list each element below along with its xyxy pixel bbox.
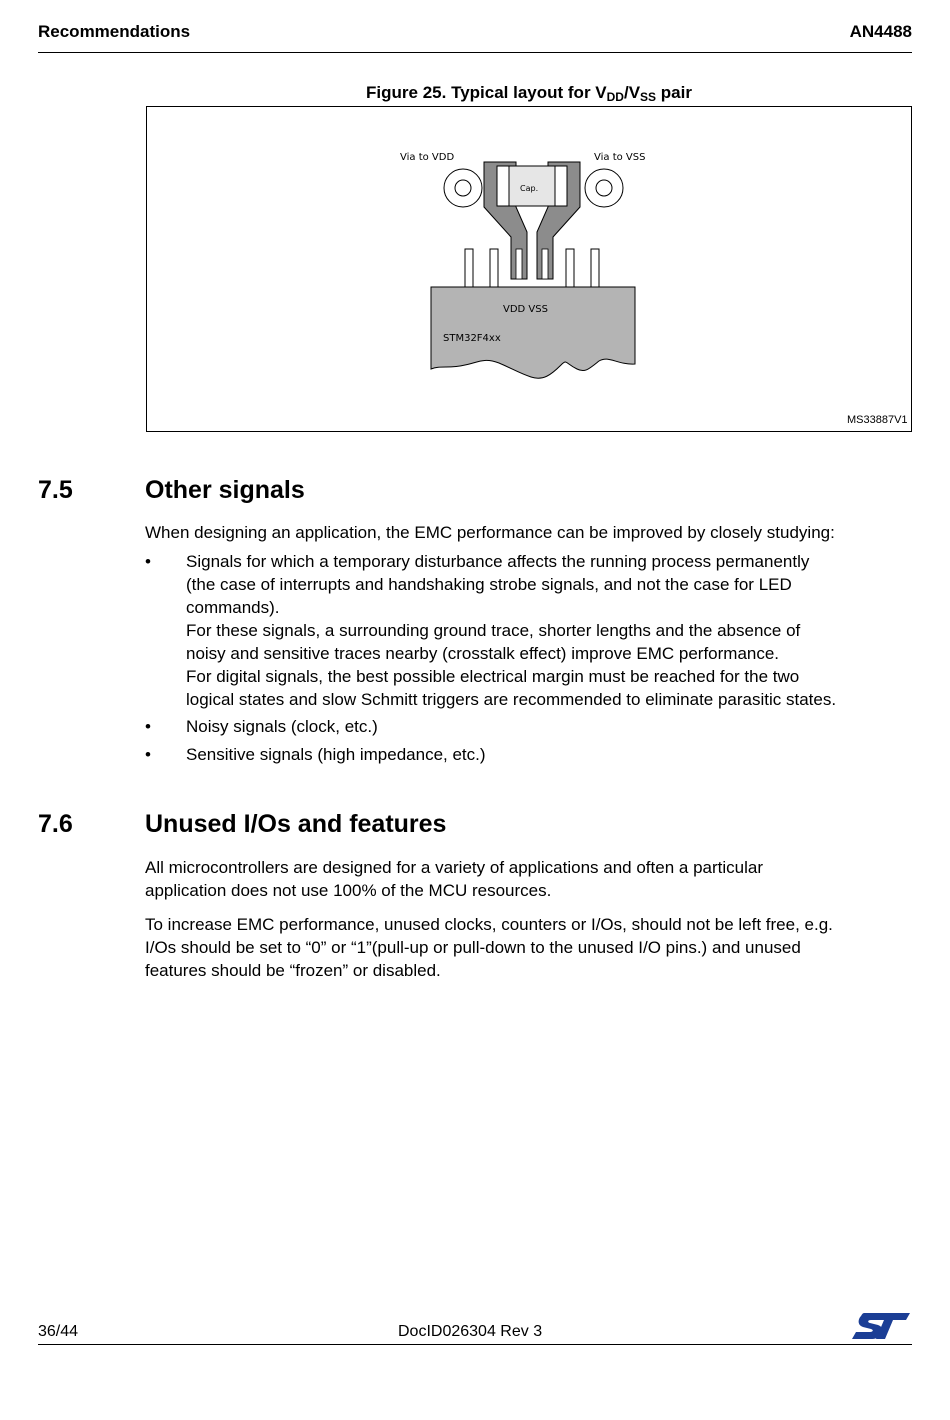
header-rule <box>38 52 912 53</box>
footer-rule <box>38 1344 912 1345</box>
bullet-line: Signals for which a temporary disturbance affects the running process permanently <box>186 552 810 571</box>
figure-caption-sub-ss: SS <box>640 90 657 104</box>
label-vdd-vss: VDD VSS <box>503 304 548 315</box>
section-title: Other signals <box>145 476 305 504</box>
running-header-doc-code: AN4488 <box>849 22 912 41</box>
page-number: 36/44 <box>38 1323 79 1340</box>
label-cap: Cap. <box>520 184 539 193</box>
label-via-vdd: Via to VDD <box>400 152 455 163</box>
bullet-line: For digital signals, the best possible electrical margin must be reached for the two <box>186 667 800 686</box>
figure-caption <box>146 83 912 104</box>
bullet-item <box>145 743 915 766</box>
figure-caption-prefix: Figure 25. Typical layout for V <box>366 83 607 102</box>
bullet-item <box>145 715 915 738</box>
paragraph-line: features should be “frozen” or disabled. <box>145 961 441 980</box>
figure-caption-suffix: pair <box>656 83 692 102</box>
bullet-line: Sensitive signals (high impedance, etc.) <box>186 745 486 764</box>
section-number: 7.6 <box>38 810 73 838</box>
pin-row <box>465 249 599 287</box>
figure-reference: MS33887V1 <box>847 414 908 426</box>
paragraph-line: All microcontrollers are designed for a variety of applications and often a particular <box>145 858 763 877</box>
via-vss-inner <box>596 180 612 196</box>
section-number: 7.5 <box>38 476 73 504</box>
bullet-dot: • <box>145 745 151 764</box>
paragraph <box>145 856 915 902</box>
cap-pad-left <box>497 166 509 206</box>
bullet-item <box>145 550 915 711</box>
running-header-section: Recommendations <box>38 22 191 41</box>
section-title: Unused I/Os and features <box>145 810 447 838</box>
label-chip: STM32F4xx <box>443 333 501 344</box>
pcb-layout-diagram <box>147 107 913 433</box>
vss-pin <box>542 249 548 279</box>
section-intro: When designing an application, the EMC performance can be improved by closely studying: <box>145 523 835 542</box>
label-via-vss: Via to VSS <box>594 152 646 163</box>
bullet-line: (the case of interrupts and handshaking strobe signals, and not the case for LED <box>186 575 792 594</box>
vdd-pin <box>516 249 522 279</box>
st-logo-icon <box>850 1311 912 1341</box>
bullet-dot: • <box>145 717 151 736</box>
cap-pad-right <box>555 166 567 206</box>
figure-frame <box>146 106 912 432</box>
bullet-line: logical states and slow Schmitt triggers are recommended to eliminate parasitic states. <box>186 690 837 709</box>
bullet-line: commands). <box>186 598 280 617</box>
figure-caption-sub-dd: DD <box>606 90 624 104</box>
bullet-line: For these signals, a surrounding ground trace, shorter lengths and the absence of <box>186 621 801 640</box>
bullet-line: Noisy signals (clock, etc.) <box>186 717 378 736</box>
doc-id: DocID026304 Rev 3 <box>398 1323 543 1340</box>
paragraph-line: I/Os should be set to “0” or “1”(pull-up or pull-down to the unused I/O pins.) and unused <box>145 938 801 957</box>
bullet-line: noisy and sensitive traces nearby (crosstalk effect) improve EMC performance. <box>186 644 780 663</box>
bullet-dot: • <box>145 552 151 571</box>
paragraph-line: To increase EMC performance, unused clocks, counters or I/Os, should not be left free, e.g. <box>145 915 833 934</box>
paragraph-line: application does not use 100% of the MCU resources. <box>145 881 552 900</box>
via-vdd-inner <box>455 180 471 196</box>
figure-caption-mid: /V <box>623 83 641 102</box>
paragraph <box>145 913 915 982</box>
